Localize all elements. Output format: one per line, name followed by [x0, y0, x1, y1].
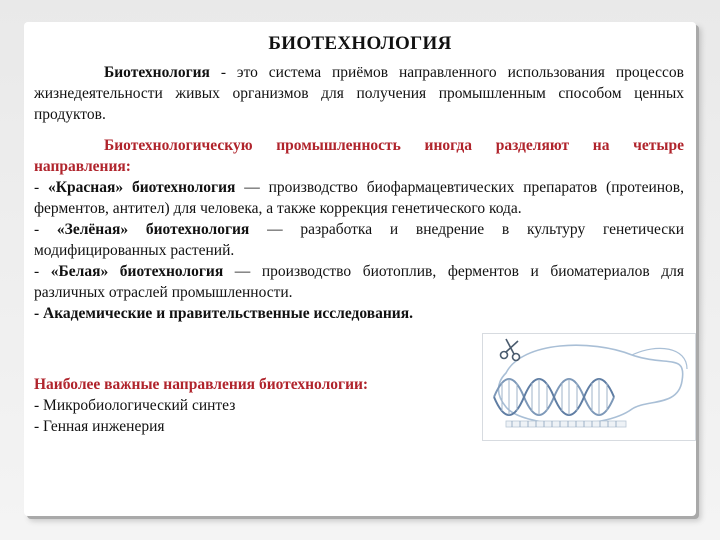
slide-title: БИОТЕХНОЛОГИЯ — [268, 33, 452, 54]
sequence-strip — [506, 421, 626, 427]
important-item-2: - Генная инженерия — [34, 418, 165, 435]
definition-text: - это система приёмов направленного использования процессов жизнедеятельности живых организмов для получения промышленным способом ценных продуктов. — [34, 64, 684, 123]
direction-item-academic: - Академические и правительственные исследования. — [34, 305, 413, 322]
definition-paragraph — [34, 62, 684, 125]
definition-term: Биотехнология — [104, 64, 210, 81]
dna-plasmid-illustration — [482, 333, 696, 441]
direction-item-green: - «Зелёная» биотехнология — разработка и внедрение в культуру генетически модифицированных растений. — [34, 221, 685, 259]
direction-item-white: - «Белая» биотехнология — производство биотоплив, ферментов и биоматериалов для различных отраслей промышленности. — [34, 263, 684, 301]
important-heading: Наиболее важные направления биотехнологии: — [34, 376, 369, 393]
directions-intro: Биотехнологическую промышленность иногда разделяют на четыре направления: — [34, 137, 684, 175]
direction-item-red: - «Красная» биотехнология — производство биофармацевтических препаратов (протеинов, ферментов, антител) для человека, а также коррекция генетического кода. — [34, 179, 684, 217]
important-item-1: - Микробиологический синтез — [34, 397, 236, 414]
directions-block — [34, 135, 684, 324]
